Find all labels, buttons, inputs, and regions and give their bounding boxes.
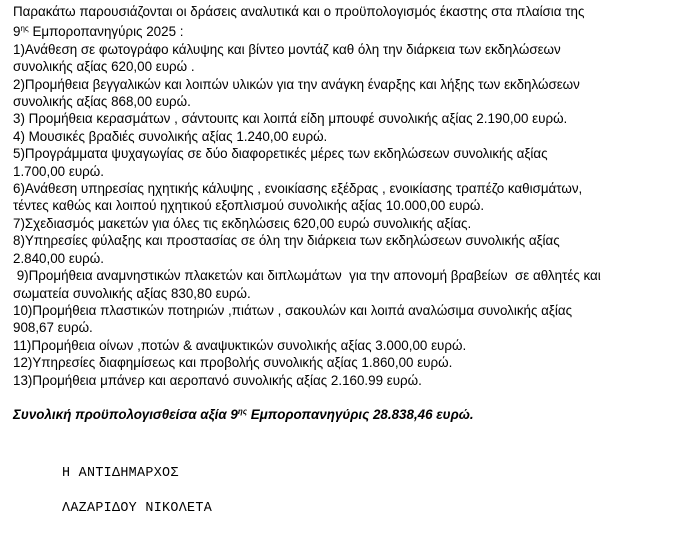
budget-item-2-line-1: 2)Προμήθεια βεγγαλικών και λοιπών υλικών για την ανάγκη έναρξης και λήξης των εκδηλώσεων (13, 76, 580, 92)
intro-line-1: Παρακάτω παρουσιάζονται οι δράσεις αναλυτικά και ο προϋπολογισμός έκαστης στα πλαίσια της (13, 4, 585, 19)
intro-line-2-rest: Εμποροπανηγύρις 2025 : (28, 24, 184, 40)
signatory-title: Η ΑΝΤΙΔΗΜΑΡΧΟΣ (62, 466, 179, 481)
total-ordinal-suffix: ης (237, 406, 247, 416)
budget-items-list (13, 41, 677, 389)
festival-number: 9 (13, 24, 21, 40)
budget-item-9-line-2: σωματεία συνολικής αξίας 830,80 ευρώ. (13, 285, 251, 301)
budget-item-10-line-2: 908,67 ευρώ. (13, 320, 93, 336)
budget-item-5-line-1: 5)Προγράμματα ψυχαγωγίας σε δύο διαφορετικές μέρες των εκδηλώσεων συνολικής αξίας (13, 146, 548, 162)
ordinal-suffix: ης (20, 24, 29, 34)
budget-item-13: 13)Προμήθεια μπάνερ και αεροπανό συνολικής αξίας 2.160.99 ευρώ. (13, 372, 422, 388)
total-prefix: Συνολική προϋπολογισθείσα αξία 9 (13, 406, 238, 422)
budget-item-2-line-2: συνολικής αξίας 868,00 ευρώ. (13, 94, 191, 110)
budget-item-4: 4) Μουσικές βραδιές συνολικής αξίας 1.240,00 ευρώ. (13, 128, 328, 144)
total-rest: Εμποροπανηγύρις 28.838,46 ευρώ. (246, 406, 474, 422)
budget-item-1-line-1: 1)Ανάθεση σε φωτογράφο κάλυψης και βίντεο μοντάζ καθ όλη την διάρκεια των εκδηλώσεων (13, 41, 561, 57)
budget-item-7: 7)Σχεδιασμός μακετών για όλες τις εκδηλώσεις 620,00 ευρώ συνολικής αξίας. (13, 215, 472, 231)
signatory-name: ΛΑΖΑΡΙΔΟΥ ΝΙΚΟΛΕΤΑ (62, 501, 213, 516)
budget-item-9-line-1: 9)Προμήθεια αναμνηστικών πλακετών και διπλωμάτων για την απονομή βραβείων σε αθλητές και (13, 268, 601, 284)
budget-item-1-line-2: συνολικής αξίας 620,00 ευρώ . (13, 59, 195, 75)
budget-item-6-line-1: 6)Ανάθεση υπηρεσίας ηχητικής κάλυψης , ενοικίασης εξέδρας , ενοικίασης τραπέζο καθισμάτων, (13, 181, 583, 197)
total-budget-line (13, 403, 677, 423)
budget-item-8-line-2: 2.840,00 ευρώ. (13, 250, 104, 266)
document-body (13, 3, 677, 423)
budget-item-5-line-2: 1.700,00 ευρώ. (13, 163, 104, 179)
intro-line-2 (13, 20, 677, 40)
budget-item-11: 11)Προμήθεια οίνων ,ποτών & αναψυκτικών συνολικής αξίας 3.000,00 ευρώ. (13, 337, 467, 353)
budget-item-8-line-1: 8)Υπηρεσίες φύλαξης και προστασίας σε όλη την διάρκεια των εκδηλώσεων συνολικής αξίας (13, 233, 560, 249)
budget-item-3: 3) Προμήθεια κερασμάτων , σάντουιτς και λοιπά είδη μπουφέ συνολικής αξίας 2.190,00 ευρώ. (13, 111, 568, 127)
budget-item-10-line-1: 10)Προμήθεια πλαστικών ποτηριών ,πιάτων , σακουλών και λοιπά αναλώσιμα συνολικής αξίας (13, 302, 573, 318)
budget-item-6-line-2: τέντες καθώς και λοιπού ηχητικού εξοπλισμού συνολικής αξίας 10.000,00 ευρώ. (13, 198, 485, 214)
budget-item-12: 12)Υπηρεσίες διαφημίσεως και προβολής συνολικής αξίας 1.860,00 ευρώ. (13, 355, 453, 371)
